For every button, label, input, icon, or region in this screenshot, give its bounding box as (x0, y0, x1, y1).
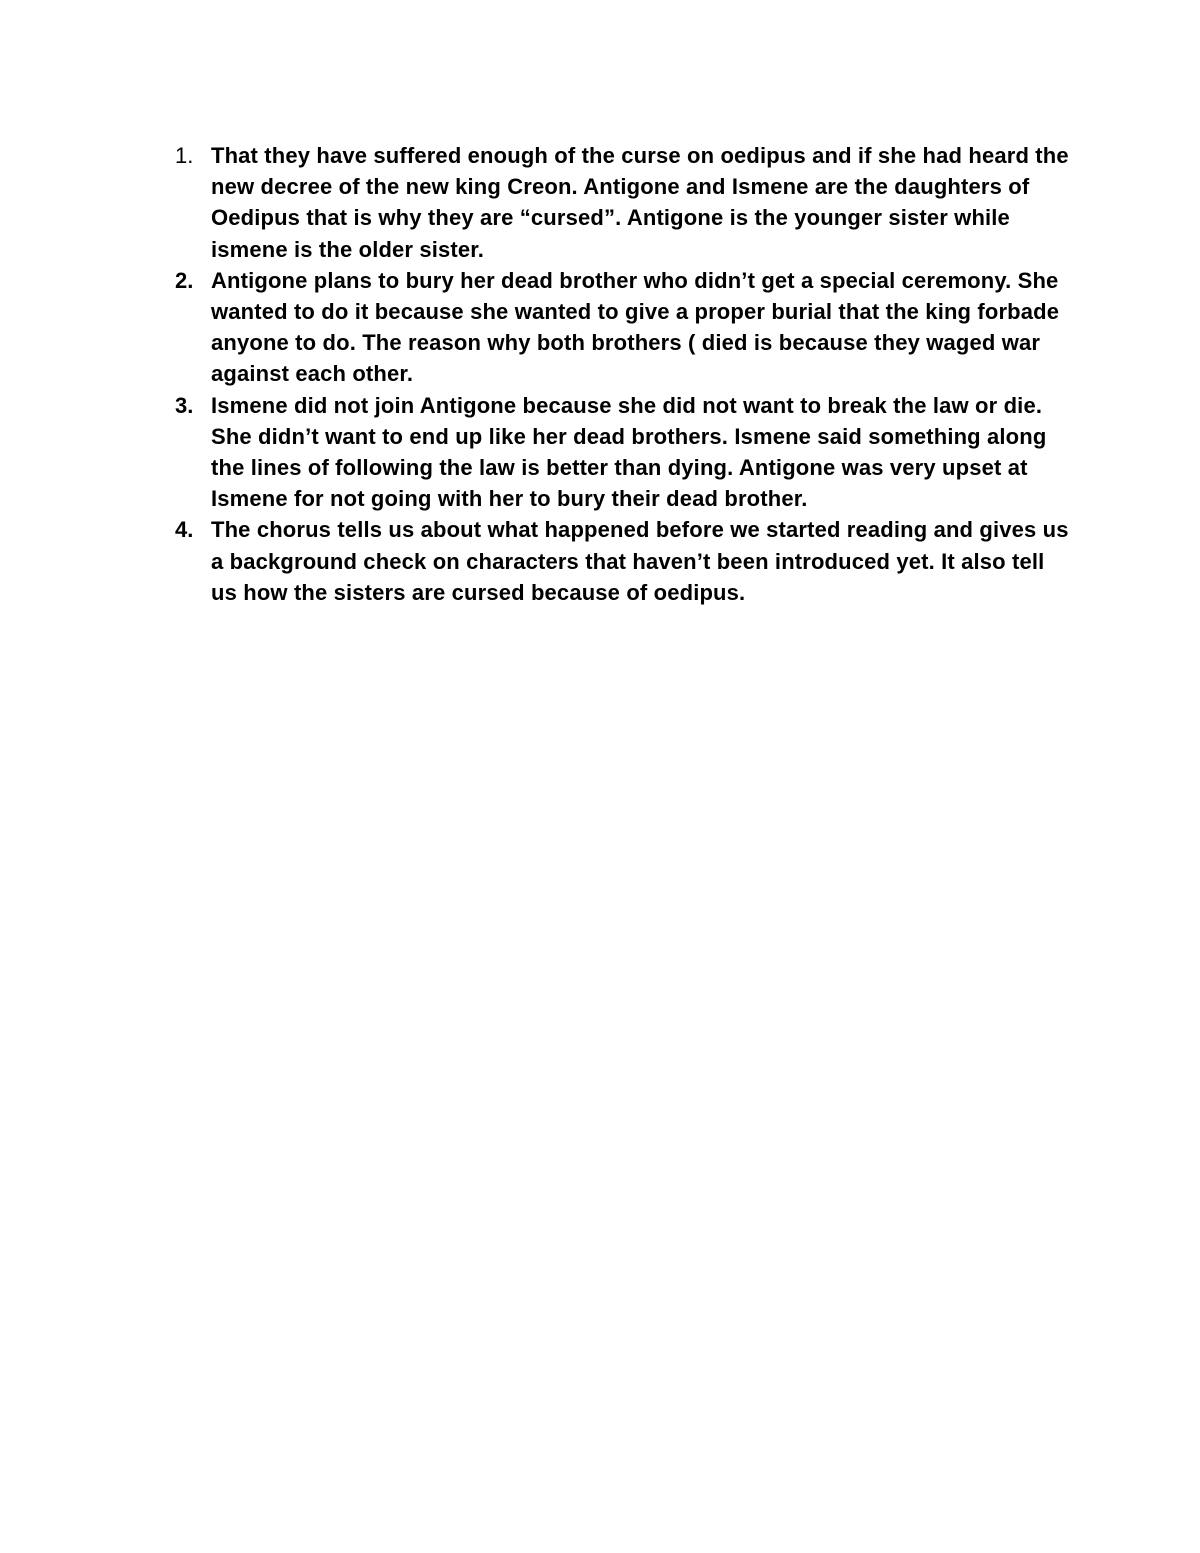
answer-text: That they have suffered enough of the curse on oedipus and if she had heard the new decree of the new king Creon. Antigone and Ismene are the daughters of Oedipus that is why they are “cursed”. Antigone is the younger sister while ismene is the older sister. (211, 143, 1069, 262)
answer-text: Antigone plans to bury her dead brother who didn’t get a special ceremony. She wanted to do it because she wanted to give a proper burial that the king forbade anyone to do. The reason why both brothers ( died is because they waged war against each other. (211, 267, 1060, 387)
answer-text: The chorus tells us about what happened before we started reading and gives us a background check on characters that haven’t been introduced yet. It also tell us how the sisters are cursed because of oedipus. (211, 517, 1069, 605)
answer-item-1 (170, 140, 1070, 265)
answer-item-4 (170, 514, 1070, 608)
answer-number: 1. (175, 143, 194, 168)
answer-item-2 (170, 265, 1070, 390)
answer-number: 4. (175, 517, 194, 543)
answer-list (170, 140, 1070, 608)
answer-text: Ismene did not join Antigone because she did not want to break the law or die. She didn’t want to end up like her dead brothers. Ismene said something along the lines of following the law is better than dying. Antigone was very upset at Ismene for not going with her to bury their dead brother. (211, 392, 1047, 512)
answer-number: 3. (175, 392, 194, 418)
answer-number: 2. (175, 267, 194, 293)
answer-item-3 (170, 390, 1070, 515)
